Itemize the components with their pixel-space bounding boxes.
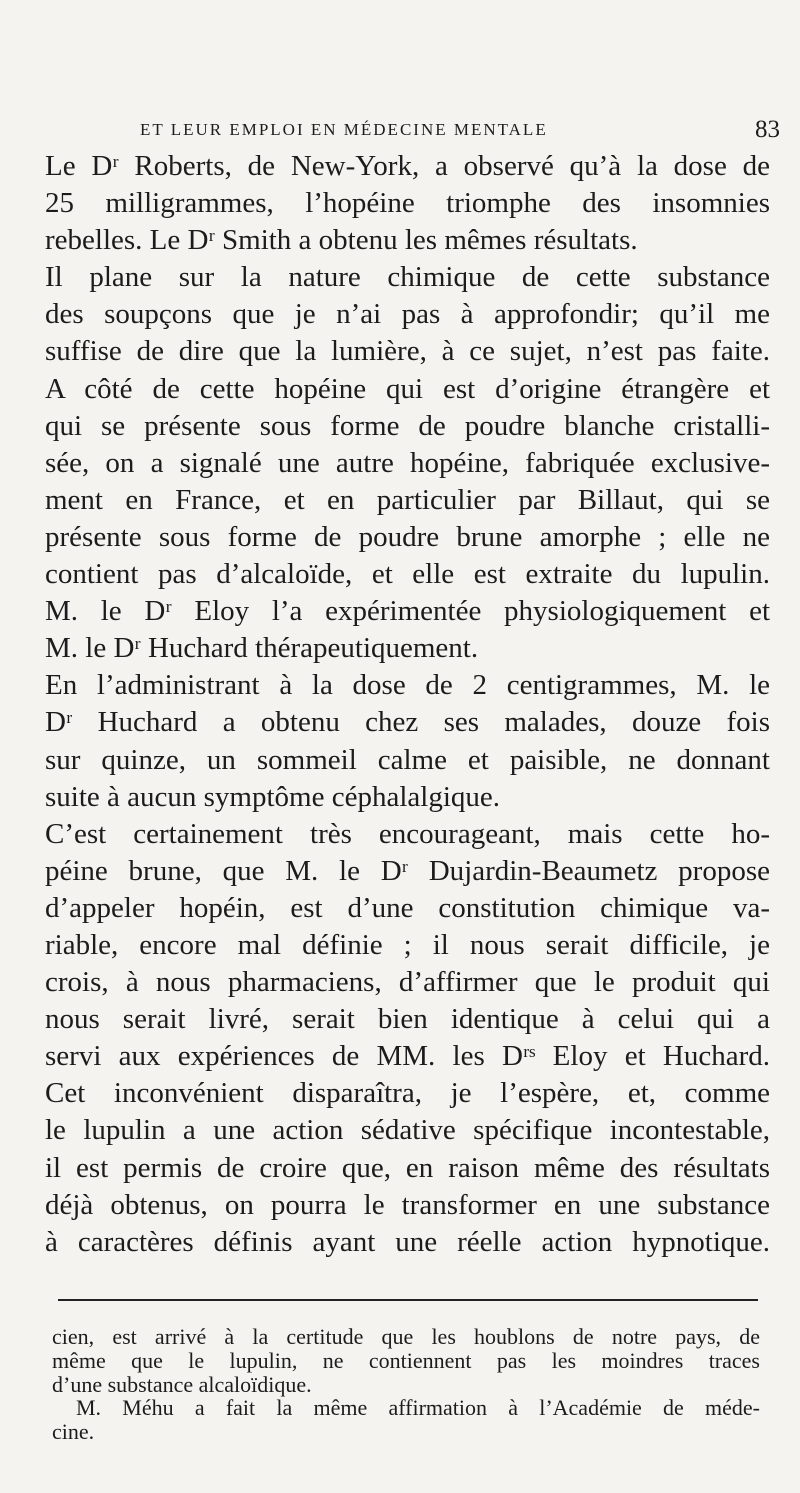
footnote-line: cien, est arrivé à la certitude que les houblons de notre pays, de	[52, 1324, 760, 1349]
body-line: des soupçons que je n’ai pas à approfondir; qu’il me	[45, 298, 770, 331]
body-line: sée, on a signalé une autre hopéine, fabriquée exclusive-	[45, 446, 770, 479]
body-line: le lupulin a une action sédative spécifique incontestable,	[45, 1114, 770, 1147]
body-line: servi aux expériences de MM. les Dʳˢ Eloy et Huchard.	[45, 1040, 770, 1073]
body-line: Le Dʳ Roberts, de New-York, a observé qu’à la dose de	[45, 150, 770, 182]
running-head	[140, 116, 780, 146]
body-line: ment en France, et en particulier par Billaut, qui se	[45, 483, 770, 516]
body-line: Dʳ Huchard a obtenu chez ses malades, douze fois	[45, 706, 770, 739]
body-line: qui se présente sous forme de poudre blanche cristalli-	[45, 409, 770, 442]
body-line: contient pas d’alcaloïde, et elle est extraite du lupulin.	[45, 558, 770, 591]
footnote-line: même que le lupulin, ne contiennent pas les moindres traces	[52, 1347, 760, 1373]
body-line: déjà obtenus, on pourra le transformer en une substance	[45, 1188, 770, 1221]
body-line: C’est certainement très encourageant, mais cette ho-	[45, 817, 770, 850]
body-line: Il plane sur la nature chimique de cette substance	[45, 261, 770, 294]
body-line: crois, à nous pharmaciens, d’affirmer que le produit qui	[45, 966, 770, 999]
body-line: En l’administrant à la dose de 2 centigrammes, M. le	[45, 669, 770, 702]
body-line: M. le Dʳ Eloy l’a expérimentée physiologiquement et	[45, 595, 770, 628]
body-line: suite à aucun symptôme céphalalgique.	[45, 780, 500, 813]
body-line: nous serait livré, serait bien identique à celui qui a	[45, 1003, 770, 1036]
footnote-line: cine.	[52, 1419, 95, 1445]
body-line: suffise de dire que la lumière, à ce sujet, n’est pas faite.	[45, 335, 770, 368]
running-title: ET LEUR EMPLOI EN MÉDECINE MENTALE	[140, 120, 548, 139]
footnote-line: d’une substance alcaloïdique.	[52, 1371, 312, 1397]
body-line: Cet inconvénient disparaîtra, je l’espère, et, comme	[45, 1077, 770, 1110]
body-line: présente sous forme de poudre brune amorphe ; elle ne	[45, 520, 770, 553]
body-line: sur quinze, un sommeil calme et paisible, ne donnant	[45, 743, 770, 776]
footnote-line: M. Méhu a fait la même affirmation à l’Académie de méde-	[76, 1395, 760, 1421]
body-line: M. le Dʳ Huchard thérapeutiquement.	[45, 632, 479, 665]
footnote-separator-rule	[58, 1299, 758, 1301]
body-line: riable, encore mal définie ; il nous serait difficile, je	[45, 928, 770, 961]
page-number: 83	[755, 116, 780, 143]
body-line: A côté de cette hopéine qui est d’origine étrangère et	[45, 372, 770, 405]
body-line: d’appeler hopéin, est d’une constitution chimique va-	[45, 891, 770, 924]
body-line: rebelles. Le Dʳ Smith a obtenu les mêmes résultats.	[45, 224, 638, 257]
body-line: péine brune, que M. le Dʳ Dujardin-Beaumetz propose	[45, 854, 770, 887]
body-text	[45, 148, 770, 1261]
body-line: 25 milligrammes, l’hopéine triomphe des insomnies	[45, 187, 770, 220]
footnotes	[52, 1325, 760, 1444]
body-line: il est permis de croire que, en raison même des résultats	[45, 1151, 770, 1184]
body-line: à caractères définis ayant une réelle action hypnotique.	[45, 1225, 770, 1258]
